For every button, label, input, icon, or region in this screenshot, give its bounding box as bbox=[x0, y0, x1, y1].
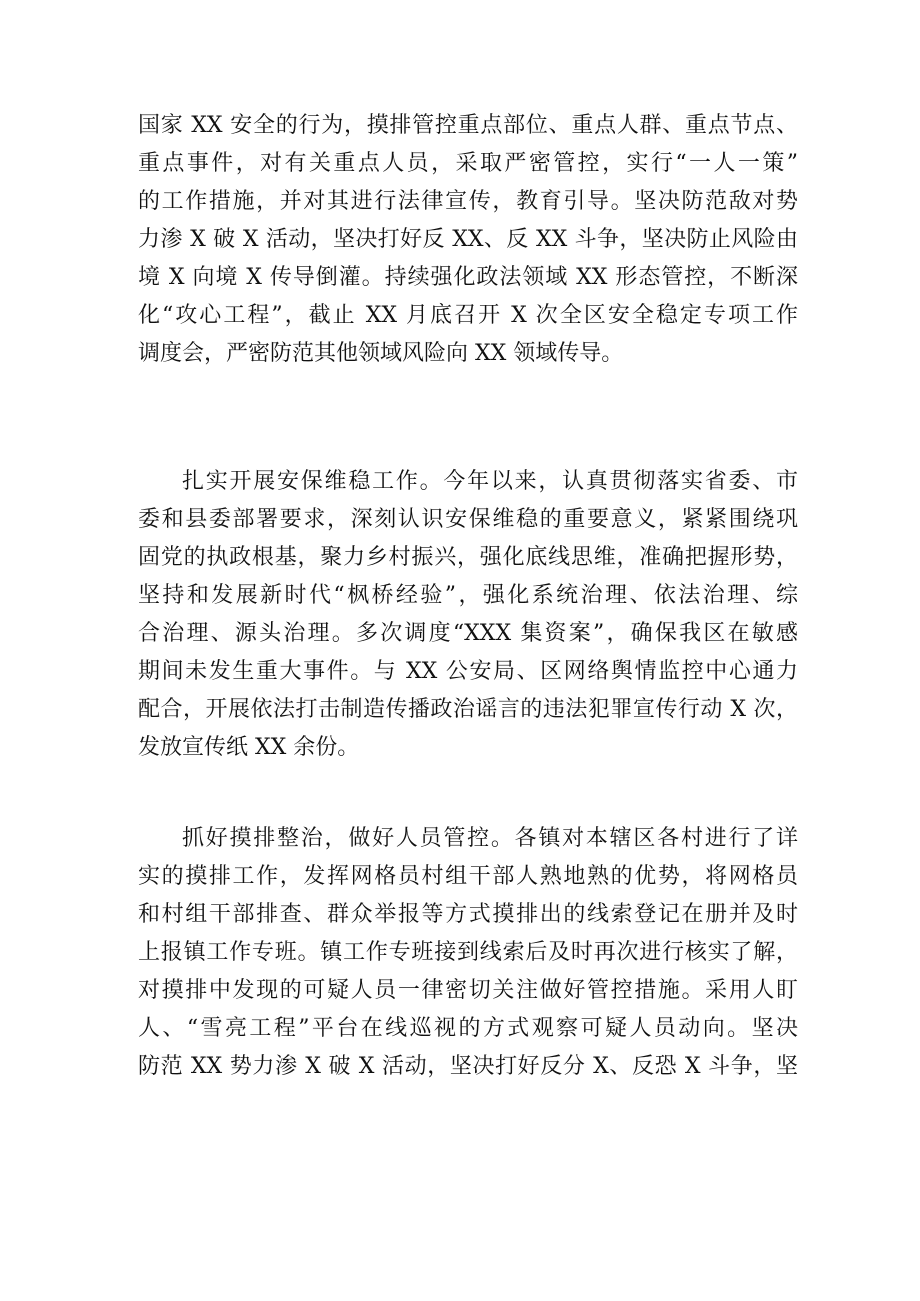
paragraph-1 bbox=[138, 107, 798, 373]
text-line: 扎实开展安保维稳工作。今年以来，认真贯彻落实省委、市 bbox=[182, 469, 798, 494]
text-line: 防范 XX 势力渗 X 破 X 活动，坚决打好反分 X、反恐 X 斗争，坚 bbox=[138, 1054, 798, 1079]
text-line: 和村组干部排查、群众举报等方式摸排出的线索登记在册并及时 bbox=[138, 902, 798, 927]
text-line: 上报镇工作专班。镇工作专班接到线索后及时再次进行核实了解， bbox=[138, 940, 798, 965]
text-line: 人、“雪亮工程”平台在线巡视的方式观察可疑人员动向。坚决 bbox=[138, 1016, 798, 1041]
paragraph-3 bbox=[138, 820, 798, 1086]
text-line: 重点事件，对有关重点人员，采取严密管控，实行“一人一策” bbox=[138, 151, 798, 176]
text-line: 化“攻心工程”，截止 XX 月底召开 X 次全区安全稳定专项工作 bbox=[138, 303, 798, 328]
text-line: 对摸排中发现的可疑人员一律密切关注做好管控措施。采用人盯 bbox=[138, 978, 798, 1003]
text-line: 力渗 X 破 X 活动，坚决打好反 XX、反 XX 斗争，坚决防止风险由 bbox=[138, 227, 798, 252]
text-line: 配合，开展依法打击制造传播政治谣言的违法犯罪宣传行动 X 次， bbox=[138, 697, 798, 722]
text-line: 固党的执政根基，聚力乡村振兴，强化底线思维，准确把握形势， bbox=[138, 545, 798, 570]
text-line: 境 X 向境 X 传导倒灌。持续强化政法领域 XX 形态管控，不断深 bbox=[138, 265, 798, 290]
text-line: 期间未发生重大事件。与 XX 公安局、区网络舆情监控中心通力 bbox=[138, 659, 798, 684]
text-line: 的工作措施，并对其进行法律宣传，教育引导。坚决防范敌对势 bbox=[138, 189, 798, 214]
text-line: 委和县委部署要求，深刻认识安保维稳的重要意义，紧紧围绕巩 bbox=[138, 507, 798, 532]
text-line: 国家 XX 安全的行为，摸排管控重点部位、重点人群、重点节点、 bbox=[138, 113, 798, 138]
text-line: 调度会，严密防范其他领域风险向 XX 领域传导。 bbox=[138, 341, 624, 366]
text-line: 坚持和发展新时代“枫桥经验”，强化系统治理、依法治理、综 bbox=[138, 583, 798, 608]
text-line: 抓好摸排整治，做好人员管控。各镇对本辖区各村进行了详 bbox=[182, 826, 798, 851]
text-line: 发放宣传纸 XX 余份。 bbox=[138, 735, 360, 760]
paragraph-2 bbox=[138, 463, 798, 767]
text-line: 合治理、源头治理。多次调度“XXX 集资案”，确保我区在敏感 bbox=[138, 621, 798, 646]
text-line: 实的摸排工作，发挥网格员村组干部人熟地熟的优势，将网格员 bbox=[138, 864, 798, 889]
